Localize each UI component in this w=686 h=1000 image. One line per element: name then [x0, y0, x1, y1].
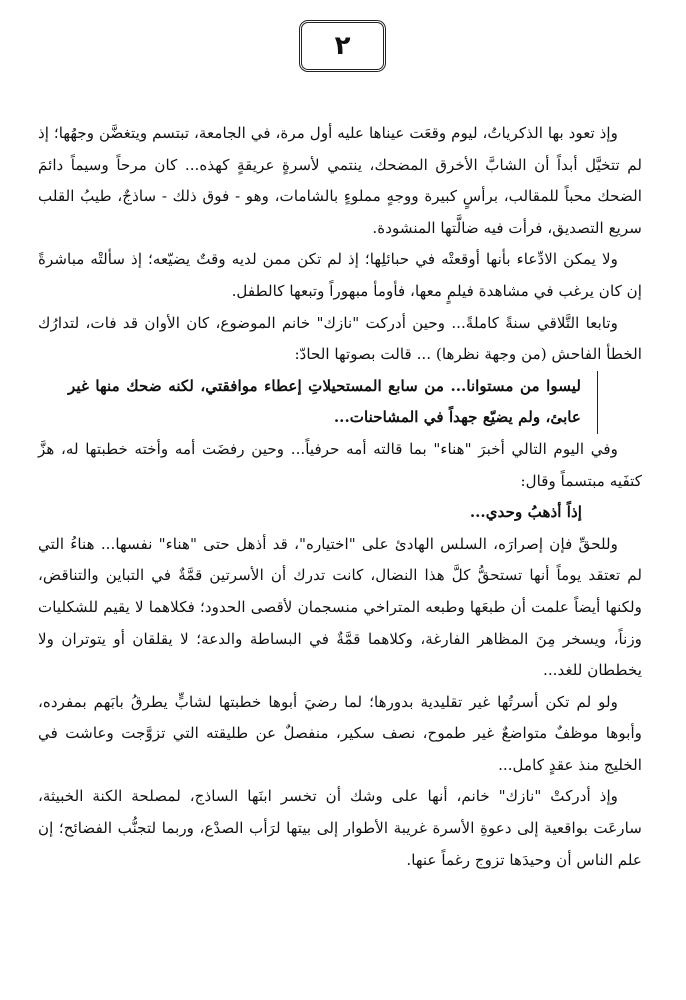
page-number: ٢	[334, 31, 351, 61]
page-number-box	[299, 20, 386, 72]
paragraph-3: وتابعا التَّلاقي سنةً كاملةً... وحين أدركت "نازك" خانم الموضوع، كان الأوان قد فات، لتدارُك الخطأ الفاحش (من وجهة نظرها) ... قالت بصوتها الحادّ:	[38, 313, 642, 364]
quote-1: ليسوا من مستوانا... من سابع المستحيلاتِ إعطاء موافقتي، لكنه ضحك منها غير عابئ، ولم يضيّع جهداً في المشاحنات...	[68, 371, 598, 434]
text-body	[38, 118, 642, 876]
paragraph-1: وإذ تعود بها الذكرياتُ، ليوم وقعَت عيناها عليه أول مرة، في الجامعة، تبتسم ويتغضَّن وجهُها؛ إذ لم تتخيَّل أبداً أن الشابَّ الأخرق المضحك، ينتمي لأسرةٍ عريقةٍ كهذه... كان مرحاً وسيماً دائمَ الضحك محباً للمقالب، برأسٍ كبيرة ووجهٍ مملوءٍ بالشامات، وهو - فوق ذلك - ساذجٌ، طيبُ القلب سريع التصديق، فرأت فيه ضالَّتها المنشودة.	[38, 124, 642, 237]
paragraph-4: وفي اليوم التالي أخبرَ "هناء" بما قالته أمه حرفياً... وحين رفضَت أمه وأخته خطبتها له، هزَّ كتفَيه مبتسماً وقال:	[38, 439, 642, 490]
paragraph-6: ولو لم تكن أسرتُها غير تقليدية بدورها؛ لما رضيَ أبوها خطبتها لشابٍّ يطرقُ بابَهم بمفرده، وأبوها موظفٌ متواضعٌ غير طموح، نصف سكير، منفصلٌ عن طليقته التي تزوَّجت وعاشت في الخليج منذ عقدٍ كامل...	[38, 692, 642, 774]
paragraph-2: ولا يمكن الادِّعاء بأنها أوقعتْه في حبائلِها؛ إذ لم تكن ممن لديه وقتٌ يضيّعه؛ إذ سألتْه مباشرةً إن كان يرغب في مشاهدة فيلمٍ معها، فأومأ مبهوراً وتبعها كالطفل.	[38, 250, 642, 300]
paragraph-5: وللحقِّ فإن إصرارَه، السلس الهادئ على "اختياره"، قد أذهل حتى "هناء" نفسها... هناءُ التي لم تعتقد يوماً أنها تستحقُّ كلَّ هذا النضال، كانت تدرك أن الأسرتين قمَّةٌ في التباين والتناقض، ولكنها أيضاً علمت أن طبعَها وطبعه المتراخي منسجمان لأقصى الحدود؛ فكلاهما لا يقيم للشكليات وزناً، ويسخر مِنَ المظاهر الفارغة، وكلاهما قمَّةٌ في البساطة والدعة؛ لا يقلقان أو يتوتران ولا يخططان للغد...	[38, 534, 642, 680]
quote-2: إذاً أذهبُ وحدي...	[469, 503, 582, 522]
paragraph-7: وإذ أدركتْ "نازك" خانم، أنها على وشك أن تخسر ابنَها الساذج، لمصلحة الكنة الخبيثة، سارعَت بواقعية إلى دعوةِ الأسرة غريبة الأطوار إلى بيتها لرَأب الصدْع، وربما لتجنُّب الفضائح؛ إن علم الناس أن وحيدَها تزوج رغماً عنها.	[38, 787, 642, 869]
